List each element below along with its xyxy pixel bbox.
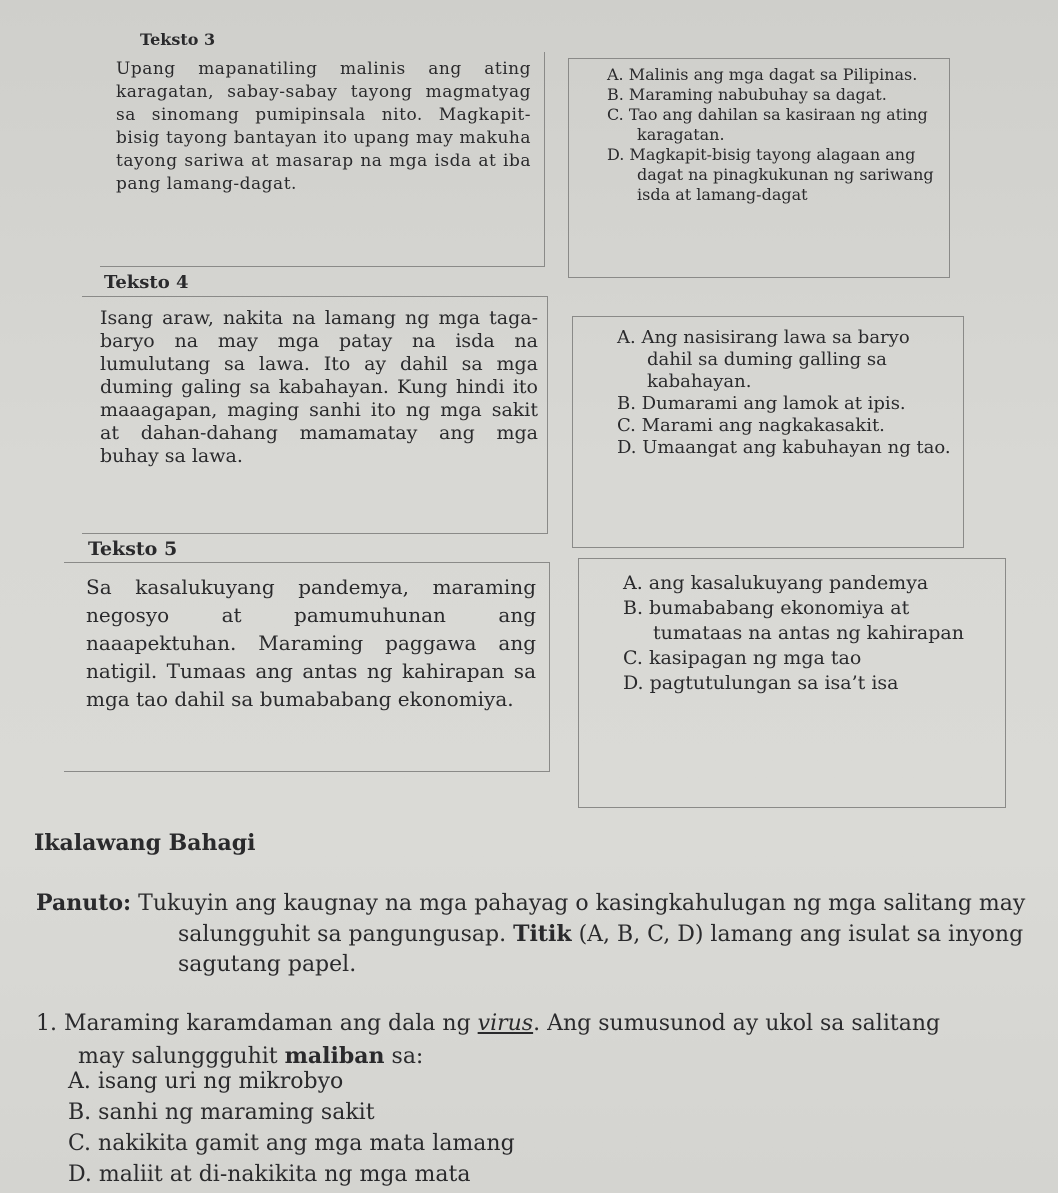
teksto5-choice-a: A. ang kasalukuyang pandemya	[623, 572, 929, 594]
question-1-text-a: Maraming karamdaman ang dala ng	[64, 1011, 478, 1036]
teksto4-passage-box	[82, 296, 548, 534]
teksto4-label: Teksto 4	[104, 272, 189, 293]
instruction-label: Panuto:	[36, 890, 132, 916]
instruction-text-a: Tukuyin ang kaugnay na mga pahayag o kasingkahulugan ng mga salitang may salungguhit sa pangungusap.	[131, 891, 1026, 947]
teksto5-label: Teksto 5	[88, 538, 178, 560]
teksto5-passage-box	[64, 562, 550, 772]
teksto5-choice-b: B. bumababang ekonomiya at tumataas na antas ng kahirapan	[623, 597, 964, 644]
question-1-option-c[interactable]: C. nakikita gamit ang mga mata lamang	[68, 1131, 515, 1156]
teksto3-choices-box	[568, 58, 950, 278]
teksto4-choice-c: C. Marami ang nagkakasakit.	[617, 415, 885, 436]
question-1-option-d[interactable]: D. maliit at di-nakikita ng mga mata	[68, 1162, 471, 1187]
question-1-text-b: . Ang sumusunod ay ukol sa salitang may salunggguhit	[78, 1011, 941, 1069]
teksto5-choice-d: D. pagtutulungan sa isa’t isa	[623, 672, 899, 694]
question-1-bold-word: maliban	[284, 1043, 385, 1069]
question-1-option-b[interactable]: B. sanhi ng maraming sakit	[68, 1100, 375, 1125]
instruction-text-c: (A, B, C, D) lamang ang isulat sa inyong sagutang papel.	[178, 922, 1024, 977]
teksto5-passage: Sa kasalukuyang pandemya, maraming negosyo at pamumuhunan ang naaapektuhan. Maraming paggawa ang natigil. Tumaas ang antas ng kahirapan sa mga tao dahil sa bumababang ekonomiya.	[86, 575, 536, 711]
instruction-text-bold: Titik	[513, 921, 572, 947]
teksto4-choices	[617, 327, 952, 459]
teksto3-choice-c: C. Tao ang dahilan sa kasiraan ng ating karagatan.	[607, 105, 928, 144]
teksto3-passage-box	[100, 52, 545, 267]
teksto5-choice-c: C. kasipagan ng mga tao	[623, 647, 862, 669]
teksto3-choices	[607, 65, 942, 205]
teksto3-label: Teksto 3	[140, 30, 216, 49]
question-1-text-c: sa:	[384, 1044, 424, 1069]
part2-title: Ikalawang Bahagi	[34, 830, 256, 856]
question-1-option-a[interactable]: A. isang uri ng mikrobyo	[68, 1069, 344, 1094]
question-1-number: 1.	[36, 1011, 57, 1036]
teksto4-choice-b: B. Dumarami ang lamok at ipis.	[617, 393, 906, 414]
teksto3-choice-a: A. Malinis ang mga dagat sa Pilipinas.	[607, 65, 918, 84]
teksto4-passage: Isang araw, nakita na lamang ng mga taga-baryo na may mga patay na isda na lumulutang sa lawa. Ito ay dahil sa mga duming galing sa kabahayan. Kung hindi ito maaagapan, maging sanhi ito ng mga sakit at dahan-dahang mamamatay ang mga buhay sa lawa.	[100, 307, 538, 467]
question-1-underlined-word: virus	[477, 1011, 534, 1036]
part2-instruction	[36, 888, 1058, 980]
teksto3-passage: Upang mapanatiling malinis ang ating karagatan, sabay-sabay tayong magmatyag sa sinomang pumipinsala nito. Magkapit-bisig tayong bantayan ito upang may makuha tayong sariwa at masarap na mga isda at iba pang lamang-dagat.	[116, 59, 531, 194]
question-1	[36, 1008, 978, 1073]
question-1-options	[68, 1066, 768, 1190]
teksto4-choice-d: D. Umaangat ang kabuhayan ng tao.	[617, 437, 951, 458]
teksto5-choices-box	[578, 558, 1006, 808]
teksto3-choice-d: D. Magkapit-bisig tayong alagaan ang dagat na pinagkukunan ng sariwang isda at lamang-dagat	[607, 145, 934, 204]
teksto3-choice-b: B. Maraming nabubuhay sa dagat.	[607, 85, 887, 104]
teksto5-choices	[623, 571, 993, 696]
teksto4-choice-a: A. Ang nasisirang lawa sa baryo dahil sa duming galling sa kabahayan.	[617, 327, 910, 392]
teksto4-choices-box	[572, 316, 964, 548]
